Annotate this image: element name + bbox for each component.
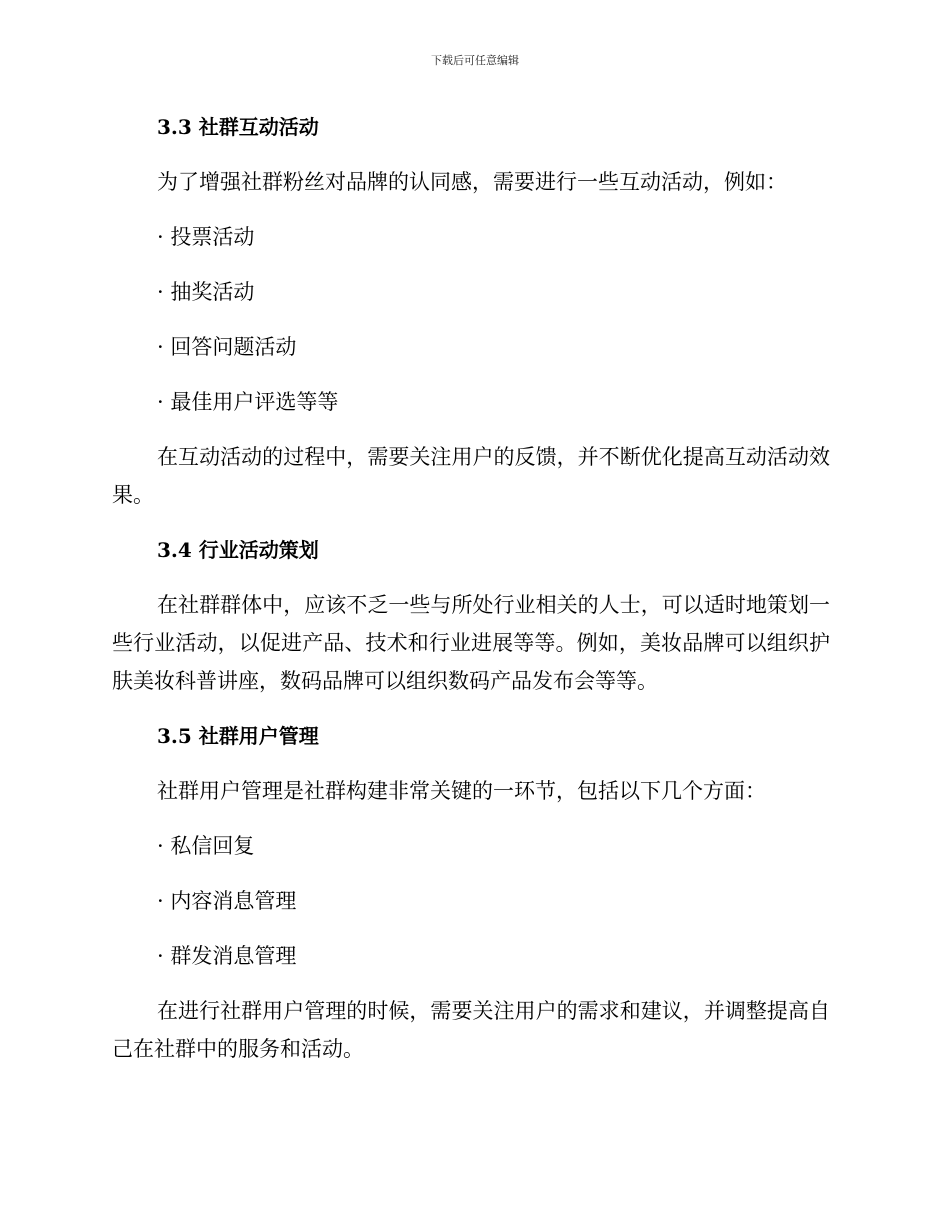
list-item: · 最佳用户评选等等 bbox=[157, 390, 339, 414]
section-closing: 在互动活动的过程中，需要关注用户的反馈，并不断优化提高互动活动效果。 bbox=[112, 445, 830, 507]
section-heading: 3.5 社群用户管理 bbox=[157, 724, 319, 748]
section-heading: 3.4 行业活动策划 bbox=[157, 538, 319, 562]
section-heading: 3.3 社群互动活动 bbox=[157, 115, 319, 139]
list-item: · 群发消息管理 bbox=[157, 944, 297, 968]
section-intro: 社群用户管理是社群构建非常关键的一环节，包括以下几个方面： bbox=[157, 779, 766, 803]
list-item: · 抽奖活动 bbox=[157, 280, 255, 304]
section-3-3 bbox=[112, 108, 830, 514]
list-item: · 内容消息管理 bbox=[157, 889, 297, 913]
section-body: 在社群群体中，应该不乏一些与所处行业相关的人士，可以适时地策划一些行业活动，以促进产品、技术和行业进展等等。例如，美妆品牌可以组织护肤美妆科普讲座，数码品牌可以组织数码产品发布会等等。 bbox=[112, 593, 830, 693]
list-item: · 私信回复 bbox=[157, 834, 255, 858]
section-3-5 bbox=[112, 717, 830, 1068]
list-item: · 投票活动 bbox=[157, 225, 255, 249]
section-closing: 在进行社群用户管理的时候，需要关注用户的需求和建议，并调整提高自己在社群中的服务和活动。 bbox=[112, 999, 830, 1061]
section-intro: 为了增强社群粉丝对品牌的认同感，需要进行一些互动活动，例如： bbox=[157, 170, 787, 194]
page-header: 下载后可任意编辑 bbox=[431, 54, 519, 67]
section-3-4 bbox=[112, 531, 830, 700]
document-body bbox=[112, 108, 830, 1085]
list-item: · 回答问题活动 bbox=[157, 335, 297, 359]
